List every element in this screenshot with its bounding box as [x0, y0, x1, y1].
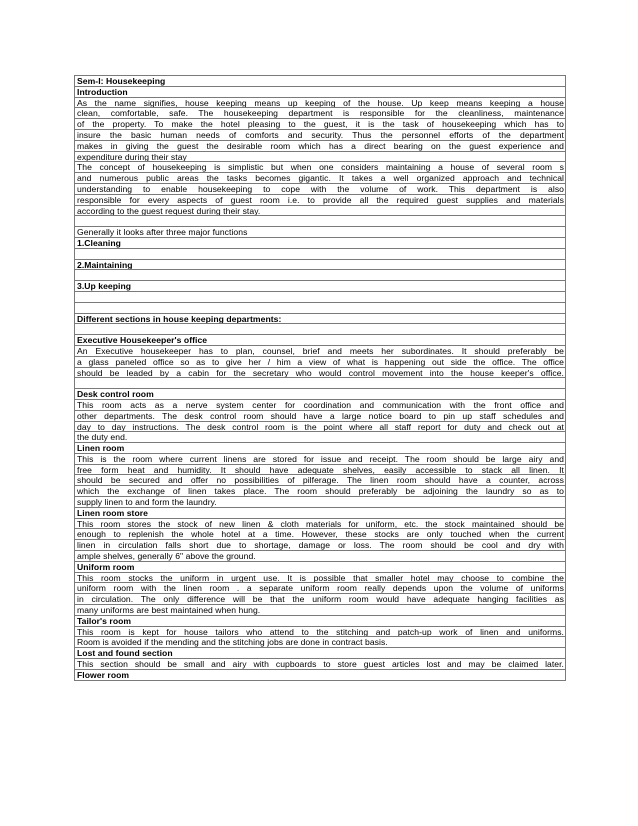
blank-row — [75, 303, 565, 314]
section-heading: Uniform room — [75, 562, 565, 573]
section-heading: Flower room — [75, 670, 565, 681]
text-line: should be secured and offer no possibilities of pilferage. The linen room should have a counter, across — [77, 475, 564, 486]
blank-row — [75, 249, 565, 260]
text-line: according to the guest request during their stay. — [75, 206, 565, 217]
text-line: the duty end. — [75, 432, 565, 443]
section-heading: Executive Housekeeper's office — [75, 335, 565, 346]
text-line: This room stores the stock of new linen & cloth materials for uniform, etc. the stock maintained should be — [77, 518, 564, 529]
text-line: which the exchange of linen takes place. The room should preferably be adjoining the laundry so as to — [77, 486, 564, 497]
section-heading: 3.Up keeping — [75, 281, 565, 292]
text-line: As the name signifies, house keeping means up keeping of the house. Up keep means keeping a house — [77, 97, 564, 108]
section-heading: Desk control room — [75, 389, 565, 400]
section-heading: Linen room store — [75, 508, 565, 519]
text-line: expenditure during their stay — [75, 152, 565, 163]
text-line: should be leaded by a cabin for the secretary who would control movement into the house keeper's office. — [77, 367, 564, 378]
text-line: insure the basic human needs of comforts and security. Thus the personnel efforts of the department — [77, 129, 564, 140]
text-line: ample shelves, generally 6" above the ground. — [75, 551, 565, 562]
text-line: linen in circulation falls short due to shortage, damage or loss. The room should be cool and dry with — [77, 540, 564, 551]
text-line: This room is kept for house tailors who attend to the stitching and patch-up work of linen and uniforms. — [77, 626, 564, 637]
section-heading: Sem-I: Housekeeping — [75, 76, 565, 87]
text-line: and numerous public areas the tasks becomes gigantic. It takes a well organized approach and technical — [77, 173, 564, 184]
text-line: makes in giving the guest the desirable room which has a direct bearing on the guest experience and — [77, 140, 564, 151]
text-line: in circulation. The only difference will be that the uniform room would have adequate hanging facilities as — [77, 594, 564, 605]
document-sheet — [74, 75, 566, 681]
section-heading: Introduction — [75, 87, 565, 98]
text-line: supply linen to and form the laundry. — [75, 497, 565, 508]
text-line: a glass paneled office so as to give her / him a view of what is happening out side the office. The office — [77, 356, 564, 367]
blank-row — [75, 324, 565, 335]
text-line: uniform room with the linen room . a separate uniform room really depends upon the volume of uniforms — [77, 583, 564, 594]
blank-row — [75, 378, 565, 389]
section-heading: Different sections in house keeping departments: — [75, 314, 565, 325]
text-line: The concept of housekeeping is simplistic but when one considers maintaining a house of several room s — [77, 162, 564, 173]
text-line: understanding to enable housekeeping to cope with the volume of work. This department is also — [77, 183, 564, 194]
text-line: clean, comfortable, safe. The housekeeping department is responsible for the cleanliness, maintenance — [77, 108, 564, 119]
text-line: This room stocks the uniform in urgent use. It is possible that smaller hotel may choose to combine the — [77, 572, 564, 583]
text-line: An Executive housekeeper has to plan, counsel, brief and meets her subordinates. It should preferably be — [77, 345, 564, 356]
section-heading: Tailor's room — [75, 616, 565, 627]
blank-row — [75, 216, 565, 227]
text-line: of the property. To make the hotel pleasing to the guest, it is the task of housekeeping which has to — [77, 119, 564, 130]
text-line: responsible for every aspects of guest room i.e. to provide all the required guest supplies and materials — [77, 194, 564, 205]
text-line: This room acts as a nerve system center for coordination and communication with the front office and — [77, 399, 564, 410]
blank-row — [75, 292, 565, 303]
text-line: This is the room where current linens are stored for issue and receipt. The room should be large airy and — [77, 453, 564, 464]
text-line: Room is avoided if the mending and the stitching jobs are done in contract basis. — [75, 637, 565, 648]
text-line: Generally it looks after three major functions — [75, 227, 565, 238]
text-line: enough to replenish the whole hotel at a time. However, these stocks are only touched when the current — [77, 529, 564, 540]
section-heading: Linen room — [75, 443, 565, 454]
section-heading: 1.Cleaning — [75, 238, 565, 249]
blank-row — [75, 270, 565, 281]
text-line: This section should be small and airy with cupboards to store guest articles lost and may be claimed later. — [77, 659, 564, 670]
text-line: day to day instructions. The desk control room is the point where all staff report for duty and check out at — [77, 421, 564, 432]
section-heading: 2.Maintaining — [75, 260, 565, 271]
section-heading: Lost and found section — [75, 648, 565, 659]
text-line: other departments. The desk control room should have a large notice board to pin up staff schedules and — [77, 410, 564, 421]
text-line: many uniforms are best maintained when hung. — [75, 605, 565, 616]
text-line: free form heat and humidity. It should have adequate shelves, easily accessible to stack all linen. It — [77, 464, 564, 475]
